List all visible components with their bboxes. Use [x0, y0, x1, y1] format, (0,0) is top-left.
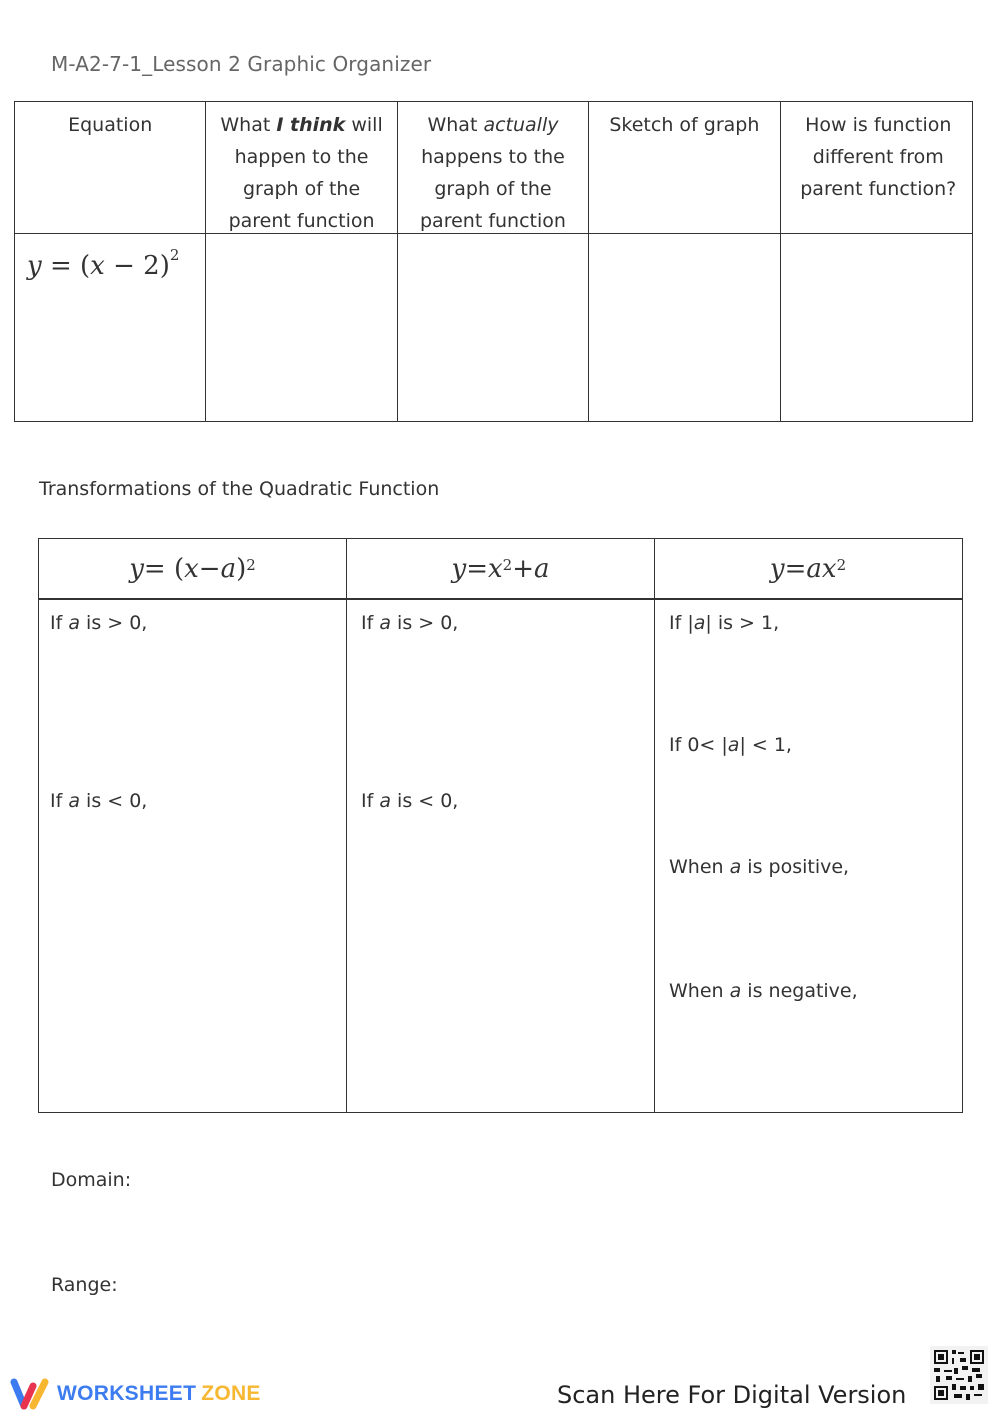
- vertical-stretch-cell[interactable]: [655, 600, 961, 1112]
- header-emphasis: I think: [276, 114, 346, 136]
- equation-cell: [15, 234, 206, 421]
- actual-answer-cell[interactable]: [398, 234, 589, 421]
- horizontal-shift-cell[interactable]: [39, 600, 347, 1112]
- header-vertical-shift: [347, 539, 655, 598]
- section-title: Transformations of the Quadratic Function: [39, 478, 440, 500]
- eq-var: y: [129, 553, 144, 584]
- eq-var: x: [90, 250, 105, 281]
- header-emphasis: actually: [483, 114, 559, 136]
- sketch-answer-cell[interactable]: [589, 234, 780, 421]
- header-vertical-stretch: [655, 539, 961, 598]
- brand-part-2: ZONE: [201, 1382, 261, 1405]
- eq-op: − 2): [104, 250, 170, 281]
- prompt-a-negative: When a is negative,: [669, 980, 858, 1002]
- eq-exponent: 2: [246, 555, 256, 574]
- eq-var: y: [27, 250, 42, 281]
- eq-op: −: [198, 553, 221, 584]
- header-sketch: [589, 102, 780, 233]
- domain-label: Domain:: [51, 1169, 132, 1191]
- prediction-answer-cell[interactable]: [206, 234, 397, 421]
- eq-var: a: [220, 553, 237, 584]
- prediction-table: [14, 101, 973, 422]
- eq-var: ax: [806, 553, 837, 584]
- eq-exponent: 2: [836, 555, 847, 574]
- eq-op: +: [512, 553, 534, 584]
- eq-exponent: 2: [502, 555, 513, 574]
- header-what-actually: [398, 102, 589, 233]
- header-horizontal-shift: [39, 539, 347, 598]
- brand-part-1: WORKSHEET: [57, 1382, 197, 1405]
- prompt-a-negative: If a is < 0,: [361, 790, 459, 812]
- header-text: will happen to the graph of the parent function: [228, 114, 383, 232]
- worksheet-zone-logo: [9, 1377, 261, 1411]
- worksheet-zone-logo-icon: [9, 1377, 51, 1411]
- transformations-table-header: [39, 539, 962, 600]
- eq-op: =: [784, 553, 807, 584]
- qr-code-icon: [930, 1346, 988, 1404]
- eq-op: =: [466, 553, 488, 584]
- brand-name: [57, 1382, 261, 1406]
- eq-var: x: [487, 553, 503, 584]
- prompt-a-positive: If a is > 0,: [361, 612, 459, 634]
- header-equation: [15, 102, 206, 233]
- header-text: happens to the graph of the parent function: [420, 146, 566, 232]
- eq-op: ): [236, 553, 247, 584]
- transformations-table-body: [39, 600, 962, 1112]
- range-label: Range:: [51, 1274, 118, 1296]
- eq-var: y: [451, 553, 467, 584]
- eq-var: y: [769, 553, 785, 584]
- eq-var: x: [184, 553, 199, 584]
- header-what-i-think: [206, 102, 397, 233]
- qr-code[interactable]: [930, 1346, 988, 1404]
- prompt-a-positive: If a is > 0,: [50, 612, 148, 634]
- document-title: M-A2-7-1_Lesson 2 Graphic Organizer: [51, 52, 432, 76]
- header-text: Equation: [68, 114, 153, 136]
- header-text: What: [220, 114, 277, 136]
- header-how-different: [781, 102, 972, 233]
- vertical-shift-cell[interactable]: [347, 600, 655, 1112]
- transformations-table: [38, 538, 963, 1113]
- scan-caption: Scan Here For Digital Version: [557, 1381, 907, 1409]
- prediction-table-header: [15, 102, 972, 234]
- difference-answer-cell[interactable]: [781, 234, 972, 421]
- header-text: How is function different from parent function?: [800, 114, 957, 200]
- prompt-a-negative: If a is < 0,: [50, 790, 148, 812]
- eq-exponent: 2: [169, 246, 180, 264]
- prompt-abs-a-between-0-1: If 0< |a| < 1,: [669, 734, 792, 756]
- eq-var: a: [534, 553, 550, 584]
- equation: [27, 246, 180, 281]
- eq-op: = (: [143, 553, 185, 584]
- header-text: Sketch of graph: [609, 114, 760, 136]
- prompt-abs-a-greater-1: If |a| is > 1,: [669, 612, 780, 634]
- eq-op: = (: [41, 250, 91, 281]
- prompt-a-positive: When a is positive,: [669, 856, 850, 878]
- prediction-table-row: [15, 234, 972, 421]
- header-text: What: [427, 114, 484, 136]
